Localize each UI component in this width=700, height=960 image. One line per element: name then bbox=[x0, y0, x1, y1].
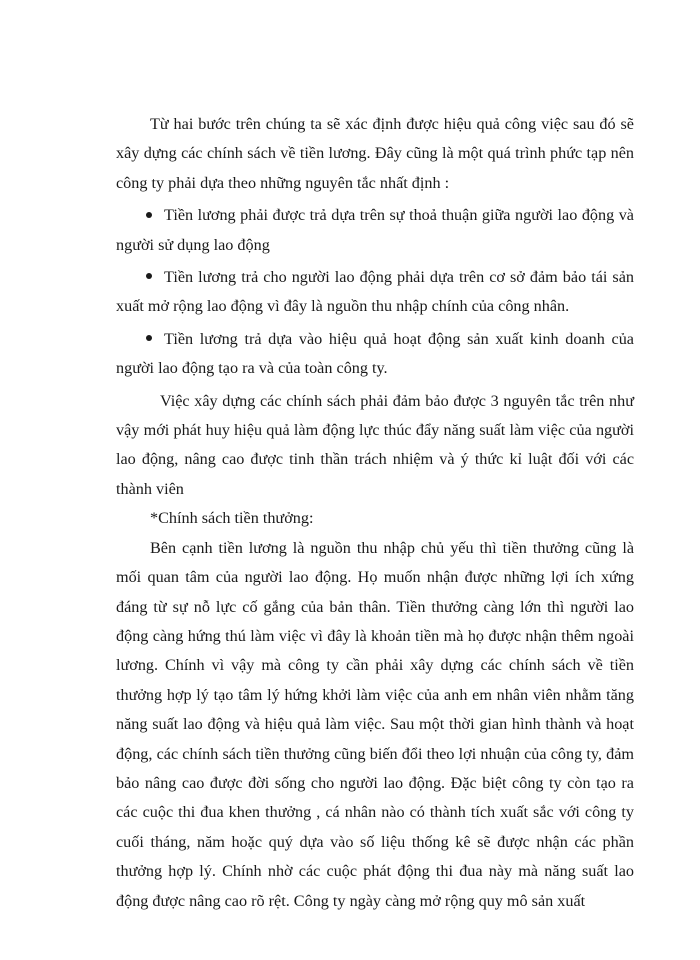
bullet-icon bbox=[146, 273, 152, 279]
document-body bbox=[116, 110, 634, 916]
bullet-item bbox=[116, 325, 634, 384]
bullet-icon bbox=[146, 335, 152, 341]
principles-paragraph: Việc xây dựng các chính sách phải đảm bảo được 3 nguyên tắc trên như vậy mới phát huy hiệu quả làm động lực thúc đẩy năng suất làm việc của người lao động, nâng cao được tinh thần trách nhiệm và ý thức kỉ luật đối với các thành viên bbox=[116, 391, 634, 498]
bullet-item bbox=[116, 263, 634, 322]
bullet-text: Tiền lương phải được trả dựa trên sự thoả thuận giữa người lao động và người sử dụng lao động bbox=[116, 206, 634, 254]
bullet-text: Tiền lương trả dựa vào hiệu quả hoạt động sản xuất kinh doanh của người lao động tạo ra và của toàn công ty. bbox=[116, 329, 634, 378]
bullet-icon bbox=[146, 212, 152, 218]
bullet-text: Tiền lương trả cho người lao động phải dựa trên cơ sở đảm bảo tái sản xuất mở rộng lao động vì đây là nguồn thu nhập chính của công nhân. bbox=[116, 268, 634, 316]
bullet-item bbox=[116, 201, 634, 260]
bonus-paragraph: Bên cạnh tiền lương là nguồn thu nhập chủ yếu thì tiền thưởng cũng là mối quan tâm của người lao động. Họ muốn nhận được những lợi ích xứng đáng từ sự nỗ lực cố gắng của bản thân. Tiền thưởng càng lớn thì người lao động càng hứng thú làm việc vì đây là khoản tiền mà họ được nhận thêm ngoài lương. Chính vì vậy mà công ty cần phải xây dựng các chính sách về tiền thưởng hợp lý tạo tâm lý hứng khởi làm việc của anh em nhân viên nhằm tăng năng suất lao động và hiệu quả làm việc. Sau một thời gian hình thành và hoạt động, các chính sách tiền thưởng cũng biến đổi theo lợi nhuận của công ty, đảm bảo nâng cao được đời sống cho người lao động. Đặc biệt công ty còn tạo ra các cuộc thi đua khen thưởng , cá nhân nào có thành tích xuất sắc với công ty cuối tháng, năm hoặc quý dựa vào số liệu thống kê sẽ được nhận các phần thưởng hợp lý. Chính nhờ các cuộc phát động thi đua này mà năng suất lao động được nâng cao rõ rệt. Công ty ngày càng mở rộng quy mô sản xuất bbox=[116, 538, 634, 910]
intro-paragraph: Từ hai bước trên chúng ta sẽ xác định được hiệu quả công việc sau đó sẽ xây dựng các chính sách về tiền lương. Đây cũng là một quá trình phức tạp nên công ty phải dựa theo những nguyên tắc nhất định : bbox=[116, 115, 634, 192]
section-heading: *Chính sách tiền thưởng: bbox=[150, 509, 314, 528]
